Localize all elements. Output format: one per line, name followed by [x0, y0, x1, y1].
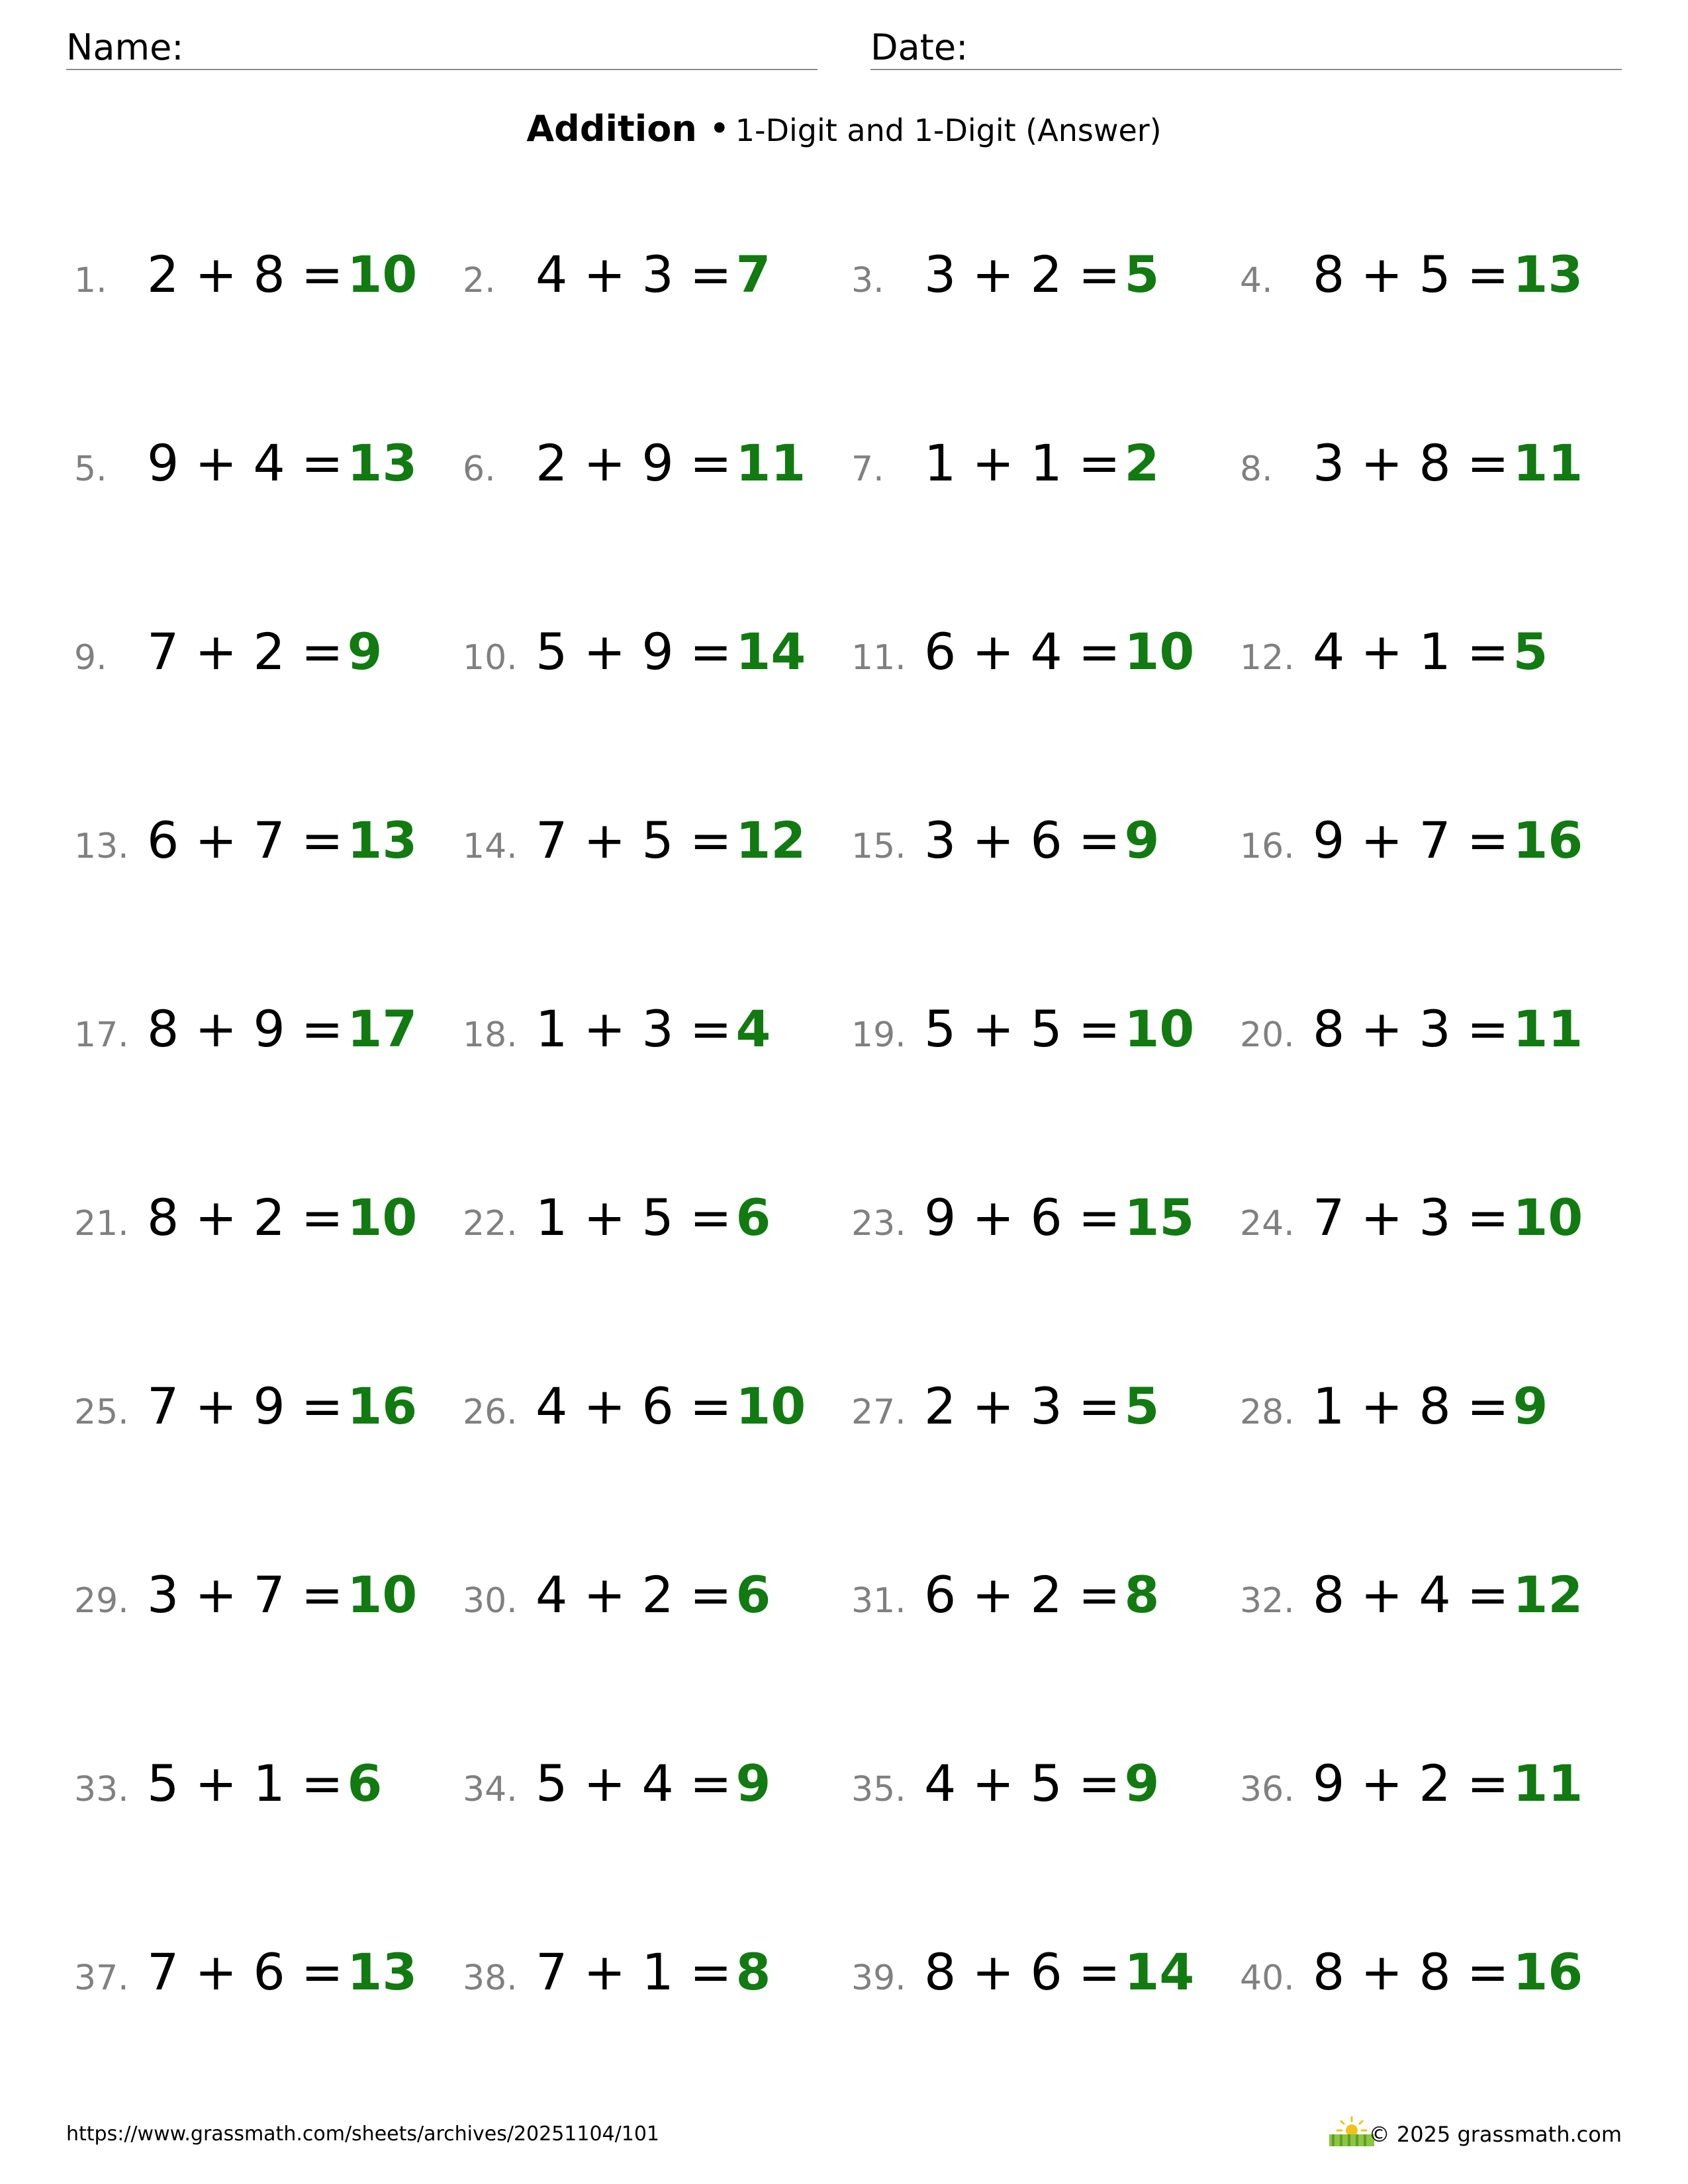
- problem-item: [463, 1942, 771, 2009]
- problem-answer: 17: [347, 999, 418, 1058]
- problem-number: 11.: [851, 638, 906, 678]
- problem-expression: 1 + 5 =: [536, 1188, 732, 1247]
- problem-item: [851, 1565, 1159, 1631]
- problem-number: 37.: [74, 1958, 129, 1998]
- problem-item: [851, 1377, 1159, 1443]
- problem-number: 10.: [463, 638, 518, 678]
- problem-number: 22.: [463, 1204, 518, 1244]
- problem-item: [463, 245, 771, 311]
- problem-item: [1240, 999, 1583, 1066]
- problem-expression: 5 + 9 =: [536, 622, 732, 681]
- problem-answer: 13: [347, 811, 418, 870]
- problem-number: 15.: [851, 827, 906, 866]
- problem-item: [851, 999, 1194, 1066]
- problem-grid: [74, 245, 1630, 2131]
- worksheet-title: [0, 106, 1688, 154]
- problem-answer: 10: [347, 1188, 418, 1247]
- problem-item: [463, 811, 806, 877]
- problem-answer: 5: [1124, 245, 1160, 304]
- problem-number: 34.: [463, 1770, 518, 1809]
- problem-answer: 10: [1124, 999, 1195, 1058]
- problem-expression: 8 + 4 =: [1313, 1565, 1509, 1624]
- problem-answer: 8: [1124, 1565, 1160, 1624]
- problem-number: 1.: [74, 261, 107, 300]
- problem-expression: 1 + 8 =: [1313, 1377, 1509, 1435]
- problem-number: 26.: [463, 1392, 518, 1432]
- problem-number: 4.: [1240, 261, 1273, 300]
- problem-expression: 3 + 6 =: [924, 811, 1121, 870]
- problem-expression: 8 + 3 =: [1313, 999, 1509, 1058]
- problem-answer: 2: [1124, 433, 1160, 492]
- problem-number: 32.: [1240, 1581, 1295, 1621]
- problem-expression: 5 + 1 =: [147, 1754, 344, 1813]
- problem-answer: 14: [1124, 1942, 1195, 2001]
- problem-item: [851, 1942, 1194, 2009]
- problem-answer: 13: [1513, 245, 1583, 304]
- problem-expression: 1 + 1 =: [924, 433, 1121, 492]
- problem-answer: 15: [1124, 1188, 1195, 1247]
- footer-url: https://www.grassmath.com/sheets/archives/20251104/101: [66, 2122, 660, 2146]
- problem-number: 40.: [1240, 1958, 1295, 1998]
- problem-item: [1240, 811, 1583, 877]
- problem-expression: 2 + 8 =: [147, 245, 344, 304]
- problem-item: [851, 245, 1159, 311]
- problem-expression: 3 + 2 =: [924, 245, 1121, 304]
- problem-expression: 4 + 5 =: [924, 1754, 1121, 1813]
- problem-expression: 7 + 2 =: [147, 622, 344, 681]
- problem-expression: 3 + 7 =: [147, 1565, 344, 1624]
- problem-number: 35.: [851, 1770, 906, 1809]
- problem-number: 3.: [851, 261, 884, 300]
- problem-answer: 11: [735, 433, 806, 492]
- problem-number: 9.: [74, 638, 107, 678]
- problem-item: [463, 1188, 771, 1254]
- problem-expression: 4 + 2 =: [536, 1565, 732, 1624]
- footer: [66, 2115, 1622, 2154]
- problem-answer: 9: [1124, 811, 1160, 870]
- problem-expression: 9 + 4 =: [147, 433, 344, 492]
- problem-expression: 7 + 6 =: [147, 1942, 344, 2001]
- problem-expression: 8 + 2 =: [147, 1188, 344, 1247]
- problem-answer: 5: [1513, 622, 1548, 681]
- problem-expression: 7 + 9 =: [147, 1377, 344, 1435]
- problem-item: [74, 811, 417, 877]
- problem-number: 5.: [74, 449, 107, 489]
- problem-item: [851, 1754, 1159, 1820]
- problem-answer: 10: [1124, 622, 1195, 681]
- problem-answer: 10: [1513, 1188, 1583, 1247]
- problem-item: [463, 1565, 771, 1631]
- problem-expression: 1 + 3 =: [536, 999, 732, 1058]
- title-subtitle: 1-Digit and 1-Digit (Answer): [735, 113, 1162, 148]
- problem-expression: 2 + 9 =: [536, 433, 732, 492]
- problem-answer: 16: [347, 1377, 418, 1435]
- name-label: Name:: [66, 26, 184, 68]
- problem-answer: 11: [1513, 1754, 1583, 1813]
- problem-answer: 13: [347, 1942, 418, 2001]
- problem-number: 7.: [851, 449, 884, 489]
- problem-item: [74, 999, 417, 1066]
- problem-answer: 9: [1513, 1377, 1548, 1435]
- problem-item: [1240, 433, 1583, 500]
- problem-item: [463, 1377, 806, 1443]
- problem-item: [1240, 1942, 1583, 2009]
- problem-expression: 9 + 7 =: [1313, 811, 1509, 870]
- problem-expression: 3 + 8 =: [1313, 433, 1509, 492]
- problem-answer: 9: [347, 622, 383, 681]
- problem-number: 25.: [74, 1392, 129, 1432]
- problem-answer: 9: [1124, 1754, 1160, 1813]
- problem-number: 31.: [851, 1581, 906, 1621]
- problem-number: 21.: [74, 1204, 129, 1244]
- problem-item: [74, 1377, 417, 1443]
- problem-expression: 7 + 3 =: [1313, 1188, 1509, 1247]
- problem-answer: 9: [735, 1754, 771, 1813]
- problem-expression: 8 + 6 =: [924, 1942, 1121, 2001]
- problem-item: [74, 1754, 382, 1820]
- problem-number: 6.: [463, 449, 496, 489]
- problem-answer: 10: [347, 245, 418, 304]
- problem-item: [851, 811, 1159, 877]
- problem-expression: 2 + 3 =: [924, 1377, 1121, 1435]
- problem-number: 33.: [74, 1770, 129, 1809]
- problem-item: [1240, 622, 1548, 688]
- name-field[interactable]: [66, 26, 818, 70]
- problem-answer: 6: [735, 1188, 771, 1247]
- problem-expression: 6 + 7 =: [147, 811, 344, 870]
- problem-expression: 7 + 1 =: [536, 1942, 732, 2001]
- problem-item: [463, 622, 806, 688]
- problem-expression: 7 + 5 =: [536, 811, 732, 870]
- problem-number: 19.: [851, 1015, 906, 1055]
- problem-number: 36.: [1240, 1770, 1295, 1809]
- problem-answer: 7: [735, 245, 771, 304]
- problem-item: [74, 1942, 417, 2009]
- problem-answer: 6: [735, 1565, 771, 1624]
- problem-answer: 13: [347, 433, 418, 492]
- problem-expression: 8 + 5 =: [1313, 245, 1509, 304]
- problem-item: [851, 433, 1159, 500]
- problem-answer: 11: [1513, 433, 1583, 492]
- problem-expression: 4 + 6 =: [536, 1377, 732, 1435]
- problem-expression: 8 + 9 =: [147, 999, 344, 1058]
- problem-item: [1240, 245, 1583, 311]
- problem-number: 17.: [74, 1015, 129, 1055]
- problem-expression: 6 + 4 =: [924, 622, 1121, 681]
- problem-number: 18.: [463, 1015, 518, 1055]
- problem-answer: 12: [735, 811, 806, 870]
- problem-number: 39.: [851, 1958, 906, 1998]
- problem-number: 8.: [1240, 449, 1273, 489]
- problem-number: 29.: [74, 1581, 129, 1621]
- problem-expression: 4 + 3 =: [536, 245, 732, 304]
- title-main: Addition: [526, 108, 697, 150]
- problem-number: 12.: [1240, 638, 1295, 678]
- problem-number: 2.: [463, 261, 496, 300]
- problem-item: [1240, 1188, 1583, 1254]
- problem-expression: 9 + 6 =: [924, 1188, 1121, 1247]
- problem-number: 23.: [851, 1204, 906, 1244]
- problem-answer: 16: [1513, 1942, 1583, 2001]
- problem-answer: 8: [735, 1942, 771, 2001]
- problem-expression: 9 + 2 =: [1313, 1754, 1509, 1813]
- problem-item: [1240, 1565, 1583, 1631]
- problem-expression: 4 + 1 =: [1313, 622, 1509, 681]
- problem-expression: 8 + 8 =: [1313, 1942, 1509, 2001]
- problem-answer: 10: [735, 1377, 806, 1435]
- problem-expression: 5 + 4 =: [536, 1754, 732, 1813]
- problem-answer: 6: [347, 1754, 383, 1813]
- date-field[interactable]: [870, 26, 1622, 70]
- problem-item: [851, 622, 1194, 688]
- problem-item: [1240, 1754, 1583, 1820]
- problem-answer: 5: [1124, 1377, 1160, 1435]
- problem-answer: 14: [735, 622, 806, 681]
- problem-number: 24.: [1240, 1204, 1295, 1244]
- problem-item: [74, 433, 417, 500]
- problem-number: 20.: [1240, 1015, 1295, 1055]
- header: [66, 26, 1622, 73]
- problem-expression: 6 + 2 =: [924, 1565, 1121, 1624]
- problem-number: 30.: [463, 1581, 518, 1621]
- date-label: Date:: [870, 26, 968, 68]
- problem-item: [1240, 1377, 1548, 1443]
- footer-copyright: © 2025 grassmath.com: [1368, 2122, 1622, 2147]
- problem-number: 38.: [463, 1958, 518, 1998]
- problem-number: 27.: [851, 1392, 906, 1432]
- problem-number: 16.: [1240, 827, 1295, 866]
- problem-number: 28.: [1240, 1392, 1295, 1432]
- problem-item: [463, 433, 806, 500]
- problem-item: [74, 245, 417, 311]
- problem-answer: 10: [347, 1565, 418, 1624]
- problem-item: [74, 1565, 417, 1631]
- problem-expression: 5 + 5 =: [924, 999, 1121, 1058]
- problem-item: [463, 999, 771, 1066]
- problem-item: [463, 1754, 771, 1820]
- problem-number: 13.: [74, 827, 129, 866]
- problem-item: [851, 1188, 1194, 1254]
- problem-answer: 11: [1513, 999, 1583, 1058]
- problem-answer: 4: [735, 999, 771, 1058]
- problem-item: [74, 1188, 417, 1254]
- problem-answer: 12: [1513, 1565, 1583, 1624]
- title-separator: •: [708, 108, 730, 150]
- problem-item: [74, 622, 382, 688]
- problem-number: 14.: [463, 827, 518, 866]
- problem-answer: 16: [1513, 811, 1583, 870]
